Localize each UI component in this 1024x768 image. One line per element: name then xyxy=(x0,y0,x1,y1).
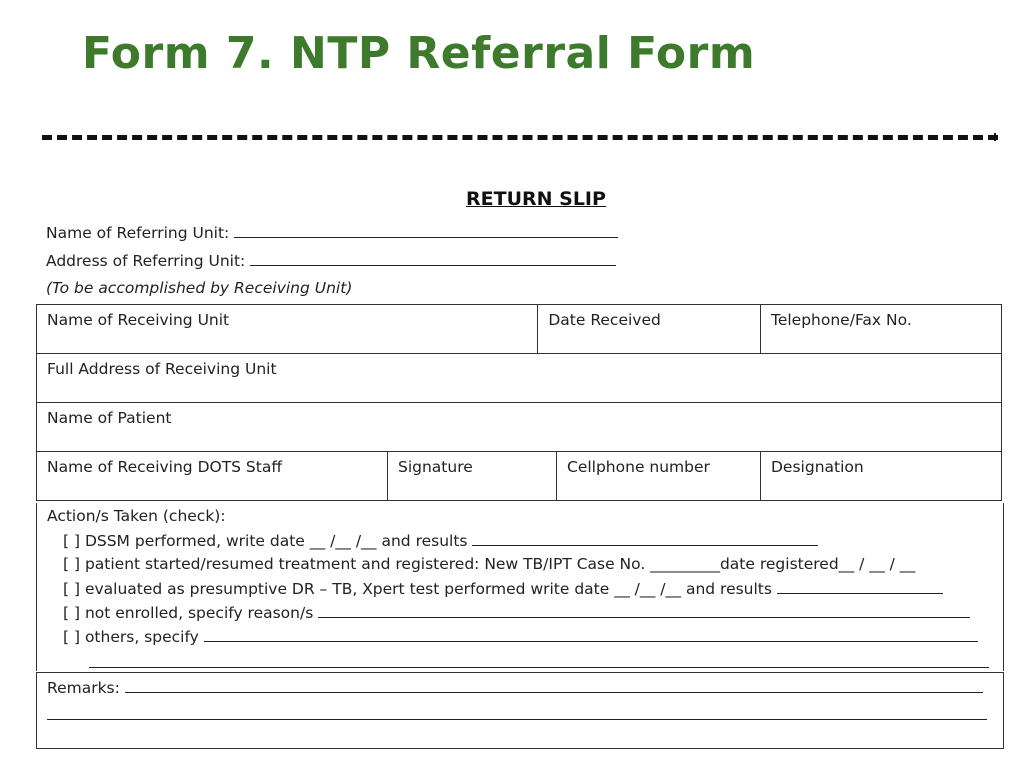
action-item[interactable]: [ ] patient started/resumed treatment and registered: New TB/IPT Case No. _________date registered__ / __ / __ xyxy=(63,555,916,573)
referring-address-blank[interactable] xyxy=(250,251,616,266)
receiving-unit-cell[interactable]: Name of Receiving Unit xyxy=(37,305,538,354)
actions-heading: Action/s Taken (check): xyxy=(47,507,226,525)
action-item[interactable]: [ ] DSSM performed, write date __ /__ /__ and results xyxy=(63,531,818,550)
cut-line-end-mark xyxy=(994,133,996,141)
action-item[interactable]: [ ] others, specify xyxy=(63,627,978,646)
remarks-line[interactable] xyxy=(47,678,983,697)
full-address-cell[interactable]: Full Address of Receiving Unit xyxy=(37,354,1002,403)
receiving-unit-note: (To be accomplished by Receiving Unit) xyxy=(46,279,353,297)
others-continuation-line[interactable] xyxy=(89,667,989,668)
telephone-cell[interactable]: Telephone/Fax No. xyxy=(761,305,1002,354)
referring-address-label: Address of Referring Unit: xyxy=(46,252,246,270)
receiving-unit-table xyxy=(36,304,1002,501)
actions-section xyxy=(36,503,1004,671)
action-item[interactable]: [ ] not enrolled, specify reason/s xyxy=(63,603,970,622)
action-item[interactable]: [ ] evaluated as presumptive DR – TB, Xpert test performed write date __ /__ /__ and results xyxy=(63,579,943,598)
referring-unit-line xyxy=(46,223,618,242)
designation-cell[interactable]: Designation xyxy=(761,452,1002,501)
referring-unit-blank[interactable] xyxy=(234,223,618,238)
patient-name-cell[interactable]: Name of Patient xyxy=(37,403,1002,452)
date-received-cell[interactable]: Date Received xyxy=(538,305,761,354)
slide-title: Form 7. NTP Referral Form xyxy=(82,28,756,79)
signature-cell[interactable]: Signature xyxy=(388,452,557,501)
remarks-label: Remarks: xyxy=(47,679,120,697)
dots-staff-cell[interactable]: Name of Receiving DOTS Staff xyxy=(37,452,388,501)
remarks-second-line[interactable] xyxy=(47,719,987,720)
remarks-section xyxy=(36,672,1004,749)
return-slip-title: RETURN SLIP xyxy=(466,188,606,210)
referring-unit-label: Name of Referring Unit: xyxy=(46,224,230,242)
referring-address-line xyxy=(46,251,616,270)
cut-line-divider xyxy=(42,135,998,140)
cellphone-cell[interactable]: Cellphone number xyxy=(557,452,761,501)
